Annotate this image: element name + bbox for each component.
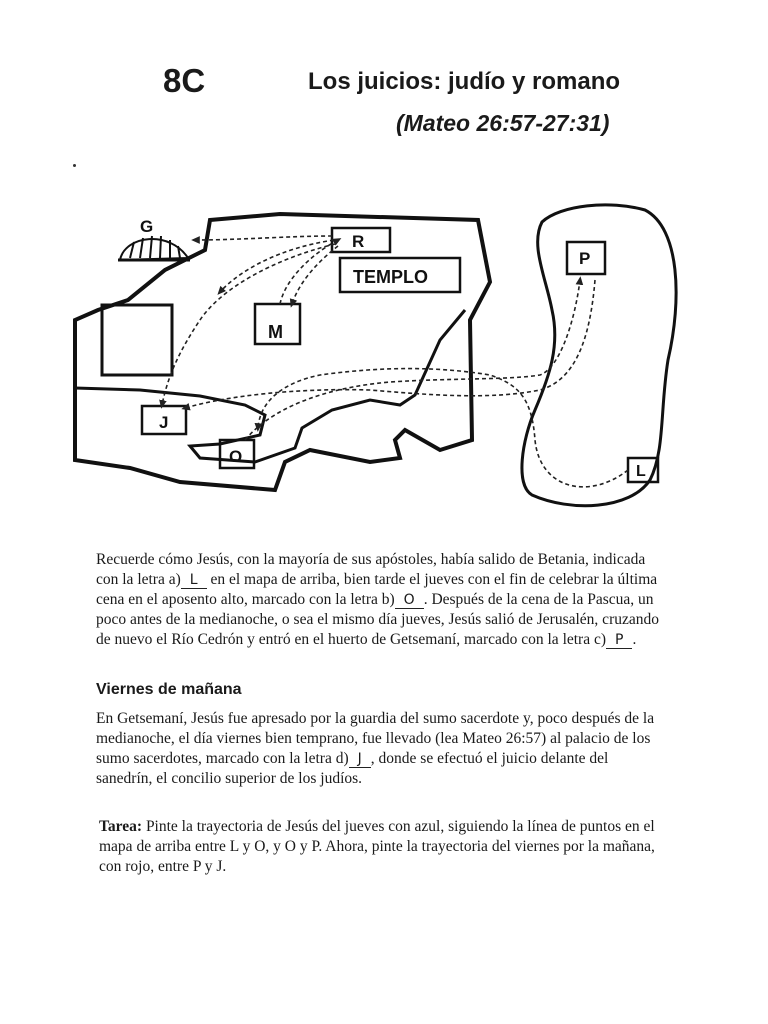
paragraph2-text-2: , donde se efectuó el juicio delante del sanedrín, el concilio superior de los judíos. xyxy=(96,750,609,787)
paragraph2-text-1: En Getsemaní, Jesús fue apresado por la guardia del sumo sacerdote y, poco después de la medianoche, el día viernes bien temprano, fue llevado (lea Mateo 26:57) al palacio de los sumo sacerdotes, marcado con la letra d) xyxy=(96,710,655,767)
answer-b: O xyxy=(395,592,424,609)
paragraph-thursday xyxy=(96,550,668,650)
answer-d: J xyxy=(349,751,371,768)
map-label-o: O xyxy=(229,447,243,466)
section-heading: Viernes de mañana xyxy=(96,681,242,698)
answer-c: P xyxy=(606,632,632,649)
map-label-g: G xyxy=(140,217,154,236)
map-label-j: J xyxy=(159,413,169,432)
map-label-p: P xyxy=(579,249,591,268)
task-paragraph xyxy=(99,817,664,877)
paragraph1-text-2: en el mapa de arriba, bien tarde el jueves con el fin de celebrar la última cena en el aposento alto, marcado con la letra b) xyxy=(96,571,658,608)
map-label-r: R xyxy=(352,232,365,251)
map-label-m: M xyxy=(268,322,283,342)
route-r-to-g xyxy=(195,236,332,240)
route-p-to-j xyxy=(185,280,595,408)
task-label: Tarea: xyxy=(99,818,143,835)
paragraph1-text-1: Recuerde cómo Jesús, con la mayoría de sus apóstoles, había salido de Betania, indicada con la letra a) xyxy=(96,551,646,588)
lesson-number: 8C xyxy=(163,62,206,99)
task-text: Pinte la trayectoria de Jesús del jueves con azul, siguiendo la línea de puntos en el mapa de arriba entre L y O, y O y P. Ahora, pinte la trayectoria del viernes por la mañana, con rojo, entre P y J. xyxy=(99,818,655,875)
garden-outline xyxy=(522,205,676,506)
route-m-to-r xyxy=(280,240,338,304)
paragraph1-text-3: . Después de la cena de la Pascua, un poco antes de la medianoche, o sea el mismo día jueves, Jesús salió de Jerusalén, cruzando de nuevo el Río Cedrón y entró en el huerto de Getsemaní, marcado con la letra c) xyxy=(96,591,659,648)
left-building xyxy=(102,305,172,375)
scripture-reference: (Mateo 26:57-27:31) xyxy=(396,110,610,136)
lesson-title: Los juicios: judío y romano xyxy=(308,68,621,95)
paragraph1-text-4: . xyxy=(632,631,637,648)
answer-a: L xyxy=(181,572,207,589)
map-label-templo: TEMPLO xyxy=(353,267,428,287)
route-l-to-o xyxy=(258,369,628,487)
map-label-l: L xyxy=(636,463,646,480)
city-wall-outline xyxy=(75,214,490,490)
stray-mark xyxy=(73,164,76,167)
jerusalem-map xyxy=(70,200,690,520)
paragraph-friday xyxy=(96,709,668,789)
route-r-to-j xyxy=(162,244,335,405)
